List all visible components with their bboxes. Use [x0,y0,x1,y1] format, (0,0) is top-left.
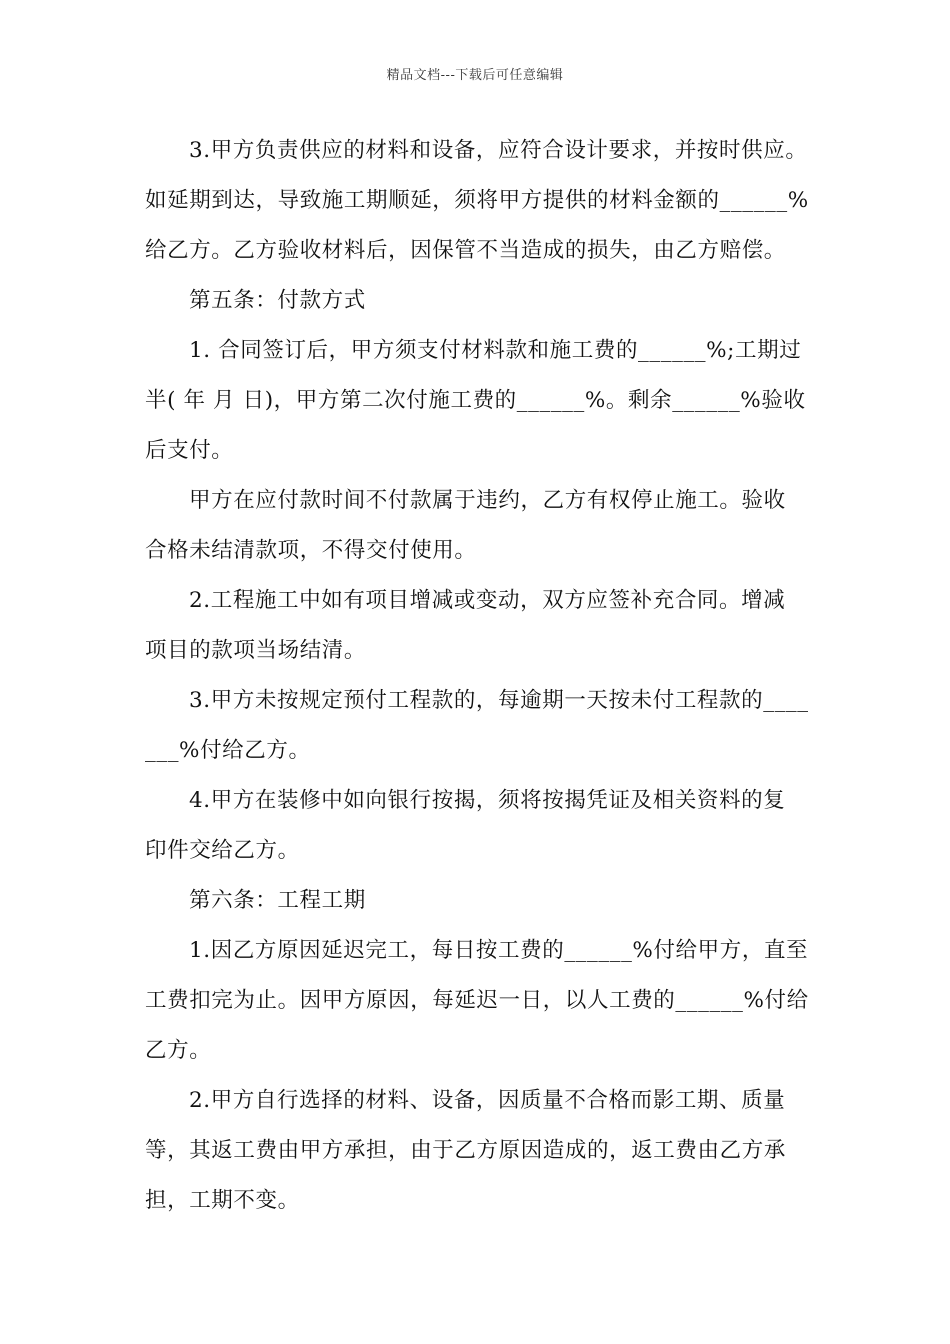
paragraph-line: 乙方。 [145,1038,212,1063]
section-heading: 第六条：工程工期 [189,888,366,913]
paragraph-line: 4.甲方在装修中如向银行按揭，须将按揭凭证及相关资料的复 [189,788,786,813]
paragraph-line: 等，其返工费由甲方承担，由于乙方原因造成的，返工费由乙方承 [145,1138,786,1163]
paragraph-line: 后支付。 [145,438,234,463]
paragraph-line: ___%付给乙方。 [145,738,311,763]
paragraph-line: 工费扣完为止。因甲方原因，每延迟一日，以人工费的______%付给 [145,988,809,1013]
paragraph-line: 合格未结清款项，不得交付使用。 [145,538,477,563]
paragraph-line: 印件交给乙方。 [145,838,300,863]
paragraph-line: 担，工期不变。 [145,1188,300,1213]
section-heading: 第五条：付款方式 [189,288,366,313]
paragraph-line: 半( 年 月 日)，甲方第二次付施工费的______%。剩余______%验收 [145,388,806,413]
paragraph-line: 2.工程施工中如有项目增减或变动，双方应签补充合同。增减 [189,588,786,613]
paragraph-line: 甲方在应付款时间不付款属于违约，乙方有权停止施工。验收 [189,488,786,513]
paragraph-line: 1. 合同签订后，甲方须支付材料款和施工费的______%;工期过 [189,338,802,363]
paragraph-line: 项目的款项当场结清。 [145,638,367,663]
paragraph-line: 3.甲方未按规定预付工程款的，每逾期一天按未付工程款的____ [189,688,809,713]
paragraph-line: 给乙方。乙方验收材料后，因保管不当造成的损失，由乙方赔偿。 [145,238,786,263]
paragraph-line: 2.甲方自行选择的材料、设备，因质量不合格而影工期、质量 [189,1088,786,1113]
document-body [145,126,810,1226]
paragraph-line: 3.甲方负责供应的材料和设备，应符合设计要求，并按时供应。 [189,138,808,163]
paragraph-line: 如延期到达，导致施工期顺延，须将甲方提供的材料金额的______% [145,188,809,213]
paragraph-line: 1.因乙方原因延迟完工，每日按工费的______%付给甲方，直至 [189,938,809,963]
page-header: 精品文档---下载后可任意编辑 [386,68,564,83]
